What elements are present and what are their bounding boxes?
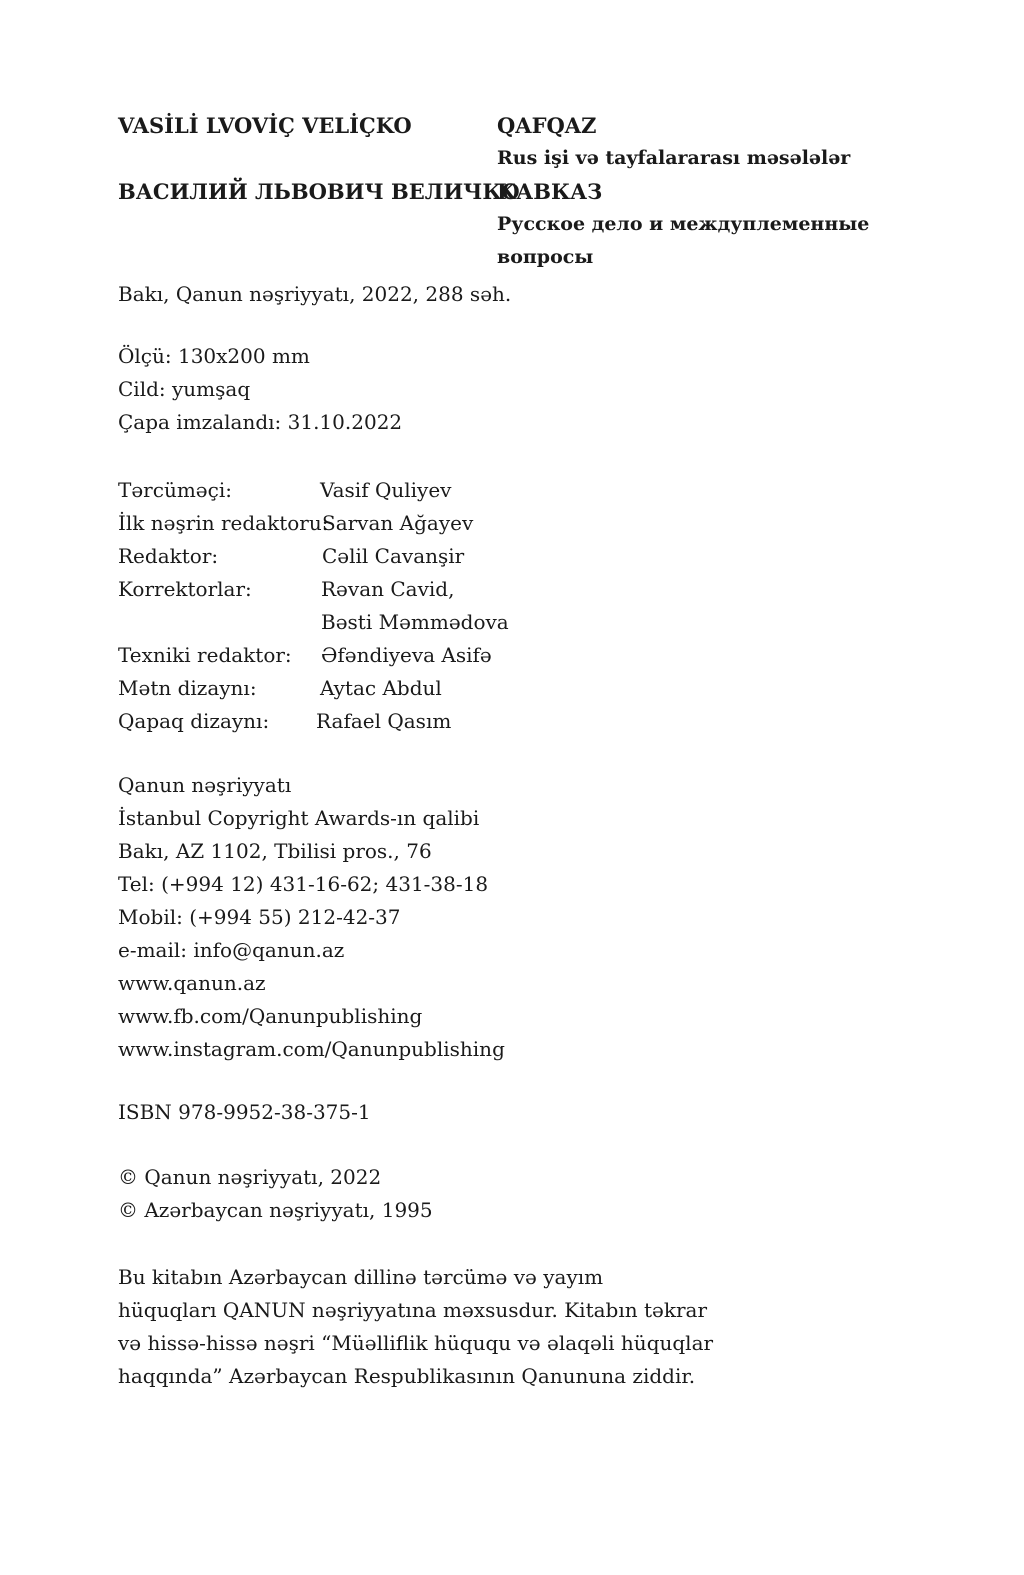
author-name-latin: VASİLİ LVOVİÇ VELİÇKO [118, 113, 412, 138]
publisher-facebook: www.fb.com/Qanunpublishing [118, 1004, 423, 1028]
credit-role: Texniki redaktor: [118, 643, 292, 667]
credit-role: Qapaq dizaynı: [118, 709, 270, 733]
publisher-mobile: Mobil: (+994 55) 212-42-37 [118, 905, 401, 929]
credit-role: Redaktor: [118, 544, 219, 568]
book-specs [118, 340, 402, 439]
credit-role: İlk nəşrin redaktoru: [118, 511, 329, 535]
book-title-ru: КАВКАЗ [497, 179, 603, 204]
credit-name: Cəlil Cavanşir [322, 544, 465, 568]
publisher-address: Bakı, AZ 1102, Tbilisi pros., 76 [118, 839, 432, 863]
rights-line: Bu kitabın Azərbaycan dillinə tərcümə və yayım [118, 1265, 604, 1289]
author-name-cyrillic: ВАСИЛИЙ ЛЬВОВИЧ ВЕЛИЧКО [118, 179, 520, 204]
publisher-contact [118, 769, 505, 1066]
rights-line: haqqında” Azərbaycan Respublikasının Qanununa ziddir. [118, 1364, 696, 1388]
credit-name: Vasif Quliyev [320, 478, 452, 502]
copyright-block [118, 1161, 433, 1227]
book-binding: Cild: yumşaq [118, 377, 251, 401]
publisher-award: İstanbul Copyright Awards-ın qalibi [118, 806, 480, 830]
isbn: ISBN 978-9952-38-375-1 [118, 1100, 371, 1124]
credit-name: Rafael Qasım [316, 709, 452, 733]
publisher-email: e-mail: info@qanun.az [118, 938, 345, 962]
book-title-az: QAFQAZ [497, 113, 597, 138]
credit-name: Sarvan Ağayev [322, 511, 474, 535]
credit-role: Mətn dizaynı: [118, 676, 257, 700]
rights-line: və hissə-hissə nəşri “Müəlliflik hüququ və əlaqəli hüquqlar [118, 1331, 714, 1355]
credit-role: Korrektorlar: [118, 577, 252, 601]
copyright-line: © Azərbaycan nəşriyyatı, 1995 [118, 1198, 433, 1222]
book-subtitle-ru-line-2: вопросы [497, 246, 594, 268]
copyright-line: © Qanun nəşriyyatı, 2022 [118, 1165, 382, 1189]
book-subtitle-az: Rus işi və tayfalararası məsələlər [497, 147, 851, 169]
publisher-name: Qanun nəşriyyatı [118, 773, 292, 797]
publisher-website: www.qanun.az [118, 971, 266, 995]
credit-name: Əfəndiyeva Asifə [321, 643, 492, 667]
credit-name: Rəvan Cavid, [321, 577, 455, 601]
publication-info: Bakı, Qanun nəşriyyatı, 2022, 288 səh. [118, 282, 512, 306]
publisher-instagram: www.instagram.com/Qanunpublishing [118, 1037, 505, 1061]
credit-name: Aytac Abdul [320, 676, 442, 700]
publisher-phone: Tel: (+994 12) 431-16-62; 431-38-18 [118, 872, 489, 896]
book-subtitle-ru-line-1: Русское дело и междуплеменные [497, 213, 870, 235]
rights-notice [118, 1261, 713, 1393]
print-signed-date: Çapa imzalandı: 31.10.2022 [118, 410, 403, 434]
rights-line: hüquqları QANUN nəşriyyatına məxsusdur. Kitabın təkrar [118, 1298, 708, 1322]
credit-role: Tərcüməçi: [118, 478, 232, 502]
book-size: Ölçü: 130x200 mm [118, 344, 310, 368]
credit-name: Bəsti Məmmədova [321, 610, 509, 634]
